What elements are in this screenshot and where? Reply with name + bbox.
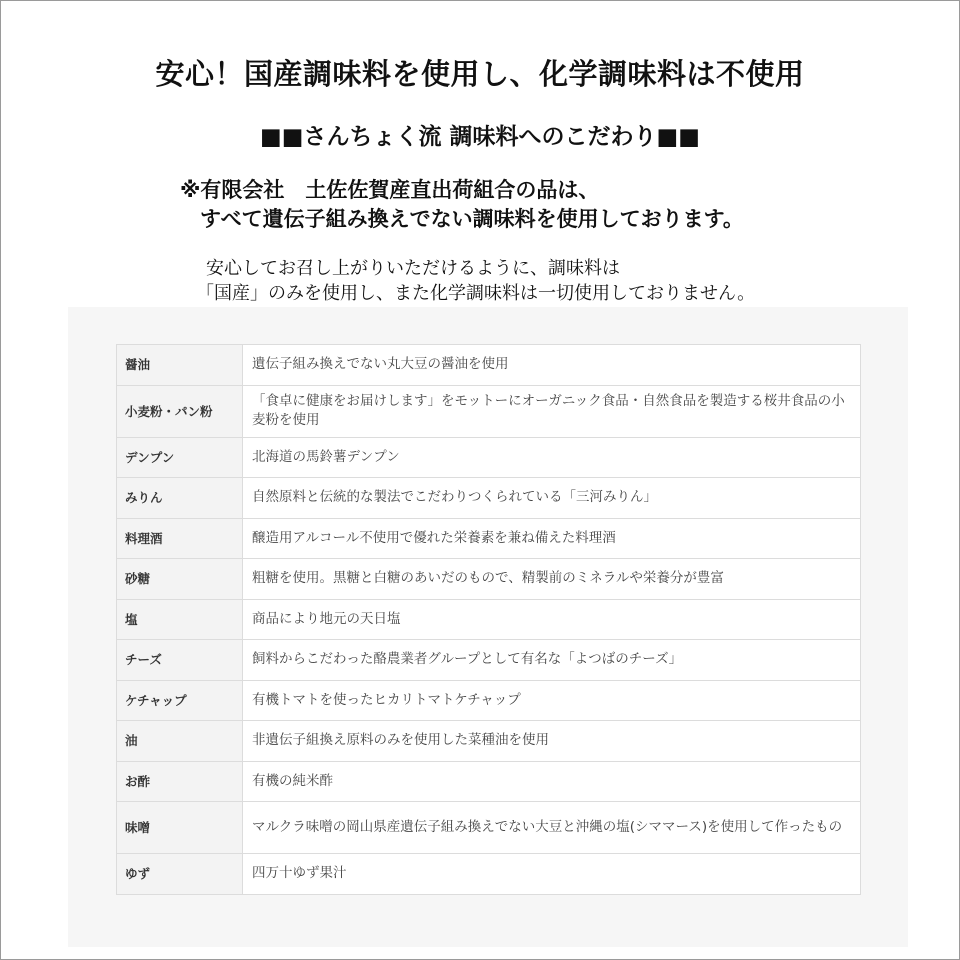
seasoning-description: 醸造用アルコール不使用で優れた栄養素を兼ね備えた料理酒: [243, 518, 861, 559]
page-title: 安心！国産調味料を使用し、化学調味料は不使用: [155, 57, 805, 91]
seasoning-description: 粗糖を使用。黒糖と白糖のあいだのもので、精製前のミネラルや栄養分が豊富: [243, 559, 861, 600]
table-row: [117, 599, 861, 640]
seasoning-name: 塩: [117, 599, 243, 640]
seasoning-name: 醤油: [117, 345, 243, 386]
seasoning-name: 油: [117, 721, 243, 762]
intro-line-2: 「国産」のみを使用し、また化学調味料は一切使用しておりません。: [196, 283, 756, 304]
seasoning-description: 「食卓に健康をお届けします」をモットーにオーガニック食品・自然食品を製造する桜井食品の小麦粉を使用: [243, 385, 861, 437]
table-row: [117, 518, 861, 559]
seasoning-description: 飼料からこだわった酪農業者グループとして有名な「よつばのチーズ」: [243, 640, 861, 681]
seasoning-name: 小麦粉・パン粉: [117, 385, 243, 437]
seasoning-name: 料理酒: [117, 518, 243, 559]
note-line-1: ※有限会社 土佐佐賀産直出荷組合の品は、: [180, 178, 600, 202]
table-row: [117, 385, 861, 437]
seasoning-name: みりん: [117, 478, 243, 519]
table-row: [117, 478, 861, 519]
note-line-2: すべて遺伝子組み換えでない調味料を使用しております。: [200, 207, 744, 231]
seasoning-description: 有機の純米酢: [243, 761, 861, 802]
seasoning-description: マルクラ味噌の岡山県産遺伝子組み換えでない大豆と沖縄の塩(シママース)を使用して作ったもの: [243, 802, 861, 854]
seasoning-name: 味噌: [117, 802, 243, 854]
table-row: [117, 680, 861, 721]
table-row: [117, 640, 861, 681]
table-row: [117, 761, 861, 802]
seasoning-description: 有機トマトを使ったヒカリトマトケチャップ: [243, 680, 861, 721]
seasoning-description: 自然原料と伝統的な製法でこだわりつくられている「三河みりん」: [243, 478, 861, 519]
seasoning-name: ゆず: [117, 854, 243, 895]
seasoning-description: 非遺伝子組換え原料のみを使用した菜種油を使用: [243, 721, 861, 762]
seasoning-description: 北海道の馬鈴薯デンプン: [243, 437, 861, 478]
table-row: [117, 345, 861, 386]
page-subtitle: ■■さんちょく流 調味料へのこだわり■■: [260, 124, 700, 150]
table-row: [117, 854, 861, 895]
table-row: [117, 802, 861, 854]
seasoning-name: デンプン: [117, 437, 243, 478]
seasoning-name: ケチャップ: [117, 680, 243, 721]
table-row: [117, 437, 861, 478]
seasoning-description: 商品により地元の天日塩: [243, 599, 861, 640]
table-row: [117, 721, 861, 762]
seasoning-name: 砂糖: [117, 559, 243, 600]
table-row: [117, 559, 861, 600]
seasoning-table: [116, 344, 861, 895]
seasoning-description: 四万十ゆず果汁: [243, 854, 861, 895]
seasoning-name: チーズ: [117, 640, 243, 681]
seasoning-description: 遺伝子組み換えでない丸大豆の醤油を使用: [243, 345, 861, 386]
seasoning-name: お酢: [117, 761, 243, 802]
intro-line-1: 安心してお召し上がりいただけるように、調味料は: [206, 258, 620, 279]
